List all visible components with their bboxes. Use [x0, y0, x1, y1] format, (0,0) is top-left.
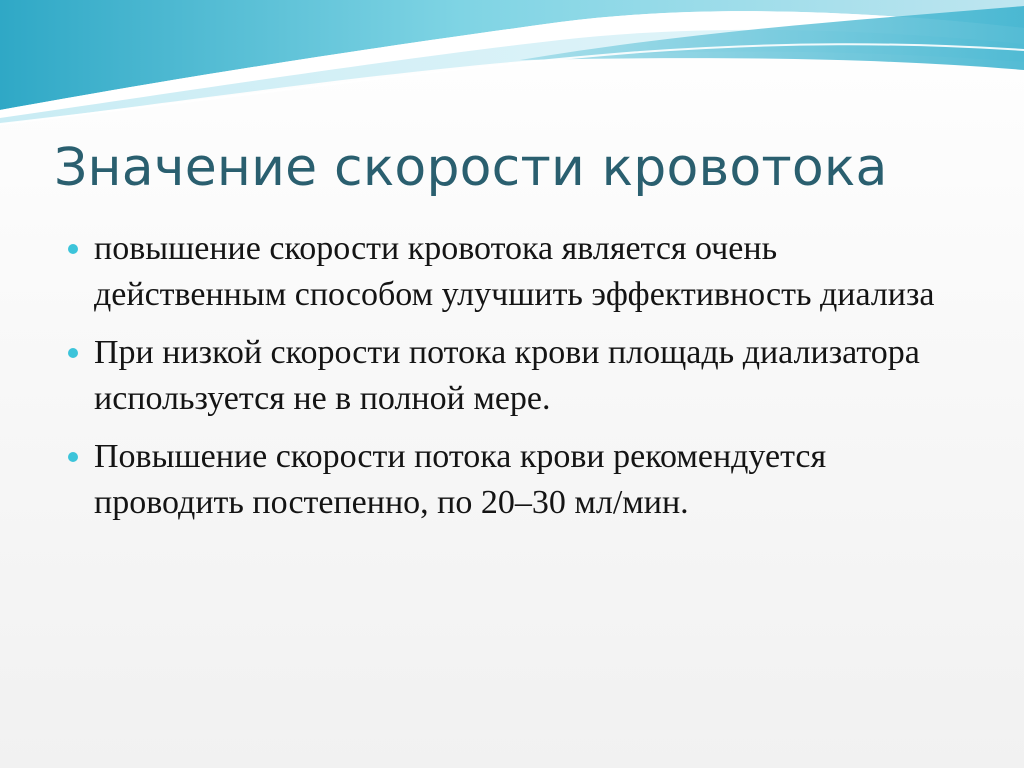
bullet-text: повышение скорости кровотока является очень действенным способом улучшить эффективность диализа: [94, 230, 935, 313]
bullet-item: [62, 330, 962, 422]
bullet-dot-icon: [68, 244, 78, 254]
decorative-wave-header: [0, 0, 1024, 130]
bullet-item: [62, 434, 962, 526]
bullet-text: Повышение скорости потока крови рекомендуется проводить постепенно, по 20–30 мл/мин.: [94, 438, 827, 521]
slide-title: Значение скорости кровотока: [54, 138, 888, 198]
bullet-dot-icon: [68, 348, 78, 358]
bullet-text: При низкой скорости потока крови площадь диализатора используется не в полной мере.: [94, 334, 920, 417]
bullet-dot-icon: [68, 452, 78, 462]
bullet-list: [62, 226, 962, 538]
bullet-item: [62, 226, 962, 318]
